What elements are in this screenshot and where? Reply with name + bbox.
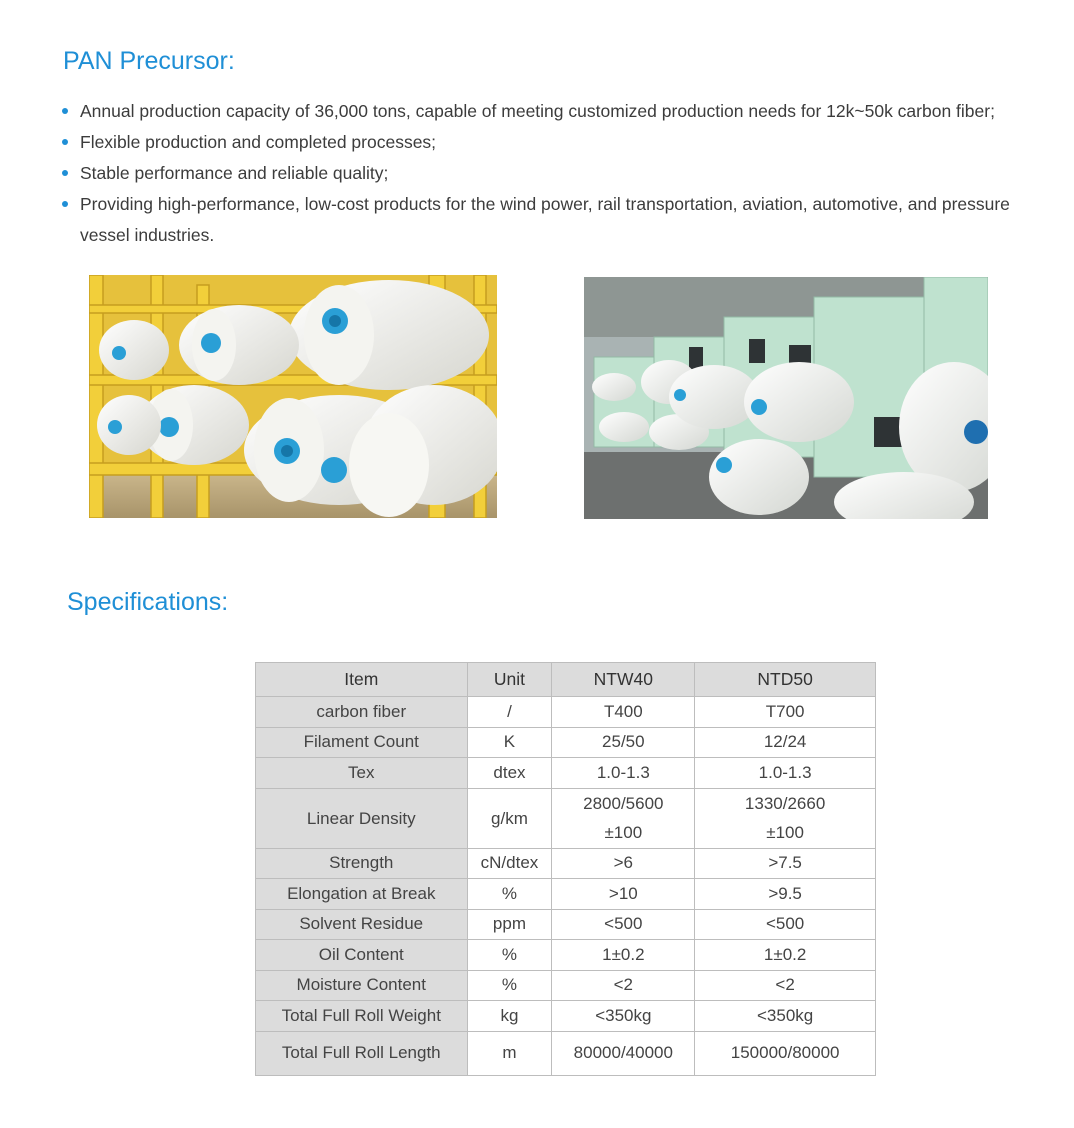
cell-ntw40: <2 [552, 970, 695, 1001]
cell-item: Elongation at Break [256, 879, 468, 910]
spools-on-yellow-racks-photo [89, 275, 497, 518]
cell-ntw40: <500 [552, 909, 695, 940]
table-row [256, 909, 876, 940]
list-item [62, 189, 1047, 251]
table-row [256, 970, 876, 1001]
cell-item: Oil Content [256, 940, 468, 971]
cell-ntw40 [552, 788, 695, 848]
cell-ntd50: <500 [695, 909, 876, 940]
cell-ntw40: 1.0-1.3 [552, 758, 695, 789]
list-item-text: Providing high-performance, low-cost products for the wind power, rail transportation, aviation, automotive, and pressure vessel industries. [80, 194, 1010, 245]
table-row [256, 879, 876, 910]
cell-ntd50: 1±0.2 [695, 940, 876, 971]
cell-item: Linear Density [256, 788, 468, 848]
table-row [256, 758, 876, 789]
column-header-ntw40: NTW40 [552, 663, 695, 697]
cell-ntw40: 25/50 [552, 727, 695, 758]
cell-item: Solvent Residue [256, 909, 468, 940]
cell-item: Total Full Roll Length [256, 1031, 468, 1075]
cell-unit: K [467, 727, 552, 758]
cell-unit: % [467, 970, 552, 1001]
winding-machines-photo [584, 277, 988, 519]
cell-ntw40-line1: 2800/5600 [583, 794, 664, 813]
cell-item: Tex [256, 758, 468, 789]
bullet-dot-icon [62, 201, 68, 207]
bullet-dot-icon [62, 139, 68, 145]
column-header-item: Item [256, 663, 468, 697]
table-row [256, 1001, 876, 1032]
table-row [256, 848, 876, 879]
column-header-unit: Unit [467, 663, 552, 697]
list-item-text: Flexible production and completed processes; [80, 132, 437, 152]
cell-ntd50: T700 [695, 697, 876, 728]
cell-unit: cN/dtex [467, 848, 552, 879]
table-row [256, 727, 876, 758]
cell-ntd50: >7.5 [695, 848, 876, 879]
cell-ntd50: 150000/80000 [695, 1031, 876, 1075]
cell-ntd50: <350kg [695, 1001, 876, 1032]
cell-item: Moisture Content [256, 970, 468, 1001]
list-item [62, 158, 1047, 189]
cell-unit: ppm [467, 909, 552, 940]
cell-ntd50: 12/24 [695, 727, 876, 758]
cell-ntw40: 1±0.2 [552, 940, 695, 971]
cell-ntd50: >9.5 [695, 879, 876, 910]
list-item-text: Annual production capacity of 36,000 tons, capable of meeting customized production needs for 12k~50k carbon fiber; [80, 101, 995, 121]
table-row [256, 1031, 876, 1075]
cell-ntw40: >10 [552, 879, 695, 910]
cell-ntw40: T400 [552, 697, 695, 728]
cell-item: Strength [256, 848, 468, 879]
specifications-table [255, 662, 876, 1076]
pan-precursor-heading: PAN Precursor: [63, 47, 235, 75]
bullet-dot-icon [62, 170, 68, 176]
cell-item: Filament Count [256, 727, 468, 758]
cell-unit: kg [467, 1001, 552, 1032]
cell-unit: % [467, 879, 552, 910]
cell-ntw40: <350kg [552, 1001, 695, 1032]
cell-ntd50-line1: 1330/2660 [744, 794, 826, 813]
cell-ntd50-line2: ±100 [766, 823, 804, 842]
table-row [256, 697, 876, 728]
specifications-heading: Specifications: [67, 588, 229, 616]
cell-unit: g/km [467, 788, 552, 848]
cell-unit: dtex [467, 758, 552, 789]
bullet-dot-icon [62, 108, 68, 114]
cell-ntd50 [695, 788, 876, 848]
column-header-ntd50: NTD50 [695, 663, 876, 697]
cell-unit: / [467, 697, 552, 728]
list-item [62, 96, 1047, 127]
cell-unit: m [467, 1031, 552, 1075]
cell-ntw40: 80000/40000 [552, 1031, 695, 1075]
table-row [256, 940, 876, 971]
cell-unit: % [467, 940, 552, 971]
cell-ntw40: >6 [552, 848, 695, 879]
feature-list [62, 96, 1047, 251]
list-item-text: Stable performance and reliable quality; [80, 163, 389, 183]
list-item [62, 127, 1047, 158]
cell-ntw40-line2: ±100 [604, 823, 643, 842]
cell-item: Total Full Roll Weight [256, 1001, 468, 1032]
cell-item: carbon fiber [256, 697, 468, 728]
cell-ntd50: 1.0-1.3 [695, 758, 876, 789]
table-row [256, 788, 876, 848]
cell-ntd50: <2 [695, 970, 876, 1001]
table-header-row [256, 663, 876, 697]
